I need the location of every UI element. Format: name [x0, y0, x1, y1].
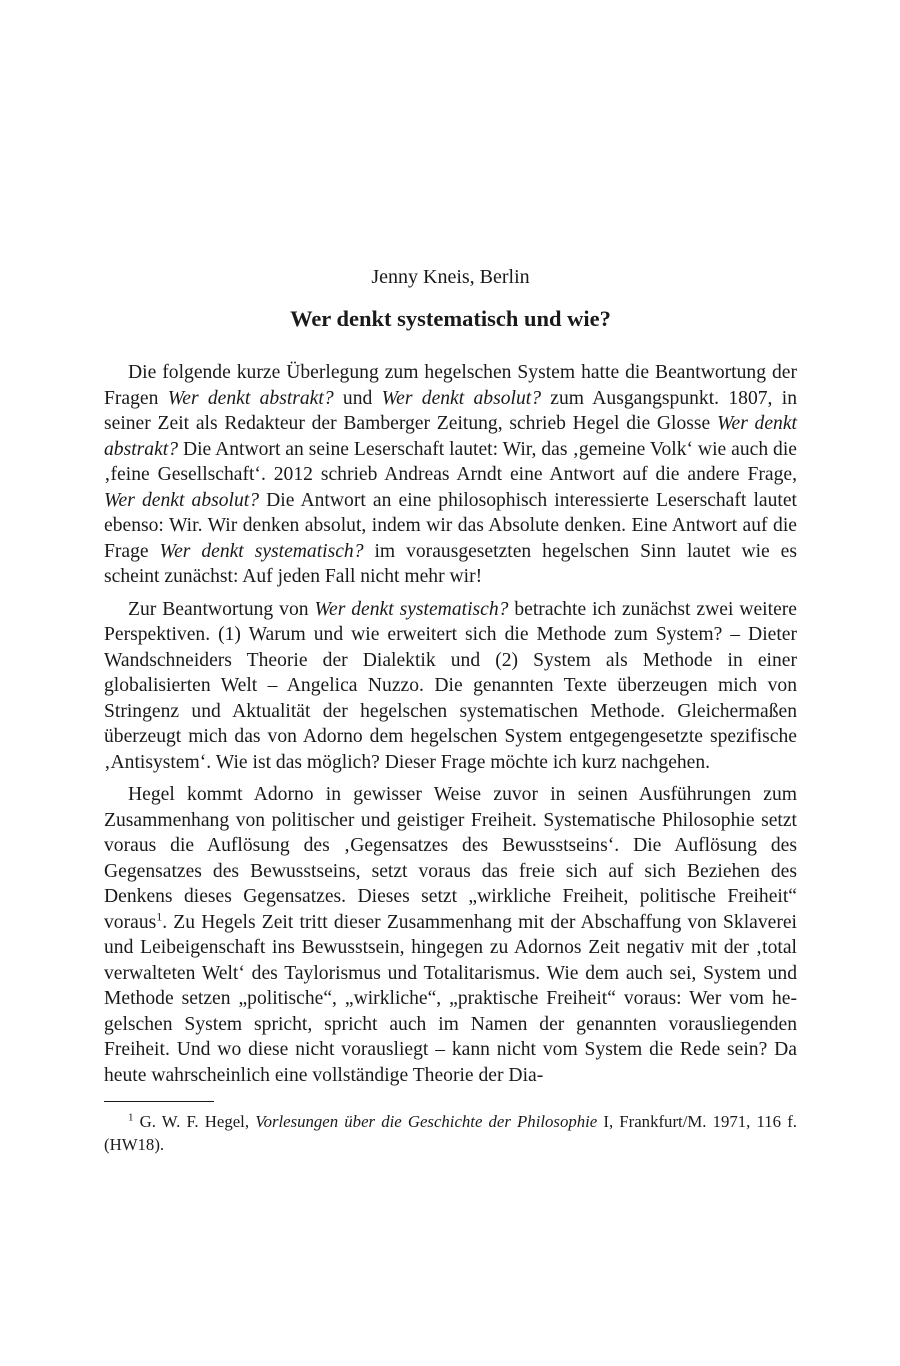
italic-text: Vorlesungen über die Geschichte der Philosophie [255, 1112, 598, 1131]
footnote-marker: 1 [156, 908, 163, 923]
text-run: Die Antwort an eine philosophisch interessierte Leserschaft lautet ebenso: Wir. Wir denken absolut, indem wir das Absolute denken. Eine Antwort auf die Frage [104, 489, 797, 562]
text-run: Die Antwort an seine Leserschaft lautet: Wir, das ‚gemeine Volk‘ wie auch die ‚feine Gesellschaft‘. 2012 schrieb Andreas Arndt eine Antwort auf die andere Frage, [104, 438, 797, 485]
italic-text: Wer denkt systematisch? [159, 540, 364, 562]
text-run: betrachte ich zunächst zwei weitere Perspektiven. (1) Warum und wie erweitert sich die Methode zum System? – Dieter Wandschneiders Theorie der Dialektik und (2) System als Methode in einer globalisierten Welt – Angelica Nuzzo. Die genannten Texte überzeugen mich von Stringenz und Aktualität der hegelschen systematischen Methode. Gleichermaßen überzeugt mich das von Adorno dem hegelschen System entgegengesetzte spezifische ‚Antisystem‘. Wie ist das möglich? Dieser Frage möchte ich kurz nachgehen. [104, 598, 797, 773]
paragraph [104, 597, 797, 776]
text-run: Zur Beantwortung von [128, 598, 315, 620]
text-run: und [333, 387, 382, 409]
page [104, 262, 797, 1156]
article-title: Wer denkt systematisch und wie? [290, 306, 611, 331]
italic-text: Wer denkt abstrakt? [104, 413, 797, 460]
paragraph [104, 360, 797, 590]
footnote-marker: 1 [128, 1111, 134, 1124]
italic-text: Wer denkt absolut? [104, 489, 260, 511]
article-body [104, 360, 797, 1088]
italic-text: Wer denkt abstrakt? [167, 387, 334, 409]
italic-text: Wer denkt absolut? [381, 387, 541, 409]
paragraph [104, 782, 797, 1088]
text-run: . Zu Hegels Zeit tritt dieser Zusammenhang mit der Abschaffung von Sklaverei und Leibeigenschaft ins Bewusstsein, hingegen zu Adornos Zeit negativ mit der ‚total verwalteten Welt‘ des Taylorismus und Totalitarismus. Wie dem auch sei, System und Methode setzen „politische“, „wirkliche“, „praktische Freiheit“ voraus: Wer vom hegelschen System spricht, spricht auch im Namen der genannten vorausliegenden Freiheit. Und wo diese nicht vorausliegt – kann nicht vom System die Rede sein? Da heute wahrscheinlich eine vollständige Theorie der Dia- [104, 911, 797, 1086]
text-run: Hegel kommt Adorno in gewisser Weise zuvor in seinen Ausführungen zum Zusammenhang von politischer und geistiger Freiheit. Systematische Philosophie setzt voraus die Auflösung des ‚Gegensatzes des Bewusstseins‘. Die Auflösung des Gegensatzes des Bewusstseins, setzt voraus das freie sich auf sich Beziehen des Denkens dieses Gegensatzes. Dieses setzt „wirkliche Freiheit, politische Freiheit“ voraus [104, 784, 797, 933]
author-line: Jenny Kneis, Berlin [371, 266, 530, 288]
footnote [104, 1111, 797, 1156]
text-run: Die folgende kurze Überlegung zum hegelschen System hatte die Beantwortung der Fragen [104, 362, 797, 409]
text-run: zum Ausgangspunkt. 1807, in seiner Zeit als Redakteur der Bamberger Zeitung, schrieb Hegel die Glosse [104, 387, 797, 434]
footnote-divider [104, 1101, 214, 1102]
text-run: I, Frankfurt/M. 1971, 116 f. (HW18). [104, 1112, 797, 1154]
italic-text: Wer denkt systematisch? [314, 598, 509, 620]
text-run: G. W. F. Hegel, [133, 1112, 256, 1131]
text-run: im vorausgesetzten hegelschen Sinn lautet wie es scheint zunächst: Auf jeden Fall nicht mehr wir! [104, 540, 797, 587]
